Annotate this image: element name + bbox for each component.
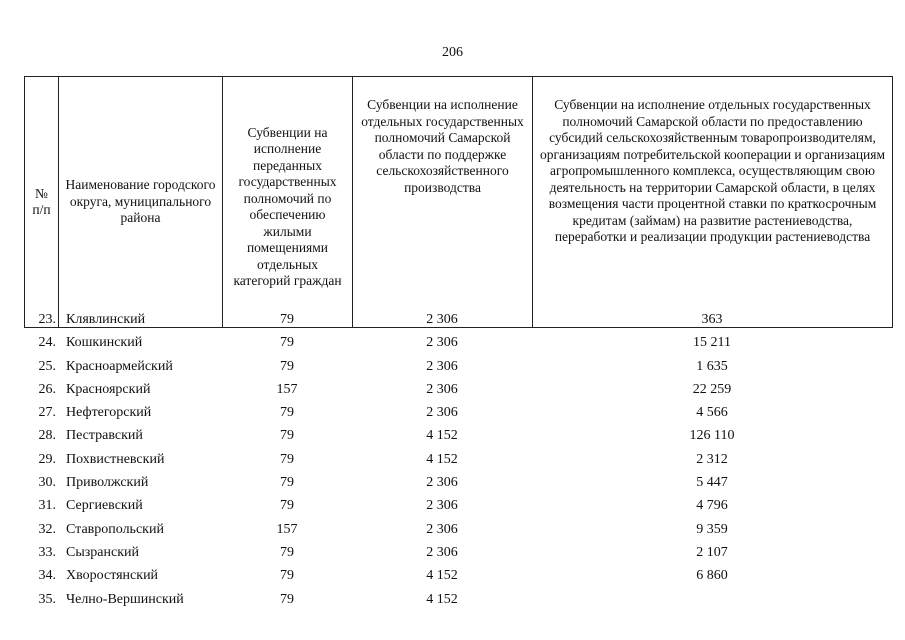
table-row — [0, 308, 905, 331]
table-row — [0, 424, 905, 447]
table-row — [0, 541, 905, 564]
row-number: 29. — [38, 451, 56, 467]
row-district: Нефтегорский — [66, 405, 152, 421]
header-agriculture-subvention: Субвенции на исполнение отдельных государственных полномочий Самарской области по поддержке сельскохозяйственного производства — [353, 77, 533, 328]
row-housing-value: 79 — [280, 405, 294, 421]
row-agriculture-value: 2 306 — [426, 381, 458, 397]
row-district: Красноярский — [66, 381, 151, 397]
header-row — [25, 77, 893, 328]
row-number: 25. — [38, 358, 56, 374]
row-agriculture-value: 2 306 — [426, 312, 458, 327]
row-district: Приволжский — [66, 475, 149, 491]
row-housing-value: 79 — [280, 335, 294, 351]
page-number: 206 — [442, 45, 463, 60]
row-interest-value: 363 — [701, 312, 723, 327]
row-number: 26. — [38, 381, 56, 397]
row-agriculture-value: 4 152 — [426, 591, 458, 607]
row-housing-value: 79 — [280, 312, 294, 327]
row-district: Кошкинский — [66, 335, 143, 351]
header-housing-subvention: Субвенции на исполнение переданных государственных полномочий по обеспечению жилыми помещениями отдельных категорий граждан — [223, 77, 353, 328]
row-agriculture-value: 2 306 — [426, 521, 458, 537]
row-number: 27. — [38, 405, 56, 421]
table-body — [0, 308, 905, 611]
row-number: 28. — [38, 428, 56, 444]
row-housing-value: 157 — [276, 521, 298, 537]
row-housing-value: 79 — [280, 591, 294, 607]
row-district: Сергиевский — [66, 498, 143, 514]
table-row — [0, 471, 905, 494]
row-district: Ставропольский — [66, 521, 164, 537]
row-agriculture-value: 2 306 — [426, 335, 458, 351]
row-number: 30. — [38, 475, 56, 491]
row-district: Челно-Вершинский — [66, 591, 184, 607]
table-row — [0, 378, 905, 401]
row-housing-value: 79 — [280, 451, 294, 467]
row-housing-value: 157 — [276, 381, 298, 397]
row-interest-value: 22 259 — [692, 381, 732, 397]
table-row — [0, 564, 905, 587]
row-agriculture-value: 4 152 — [426, 451, 458, 467]
row-interest-value: 9 359 — [696, 521, 728, 537]
row-number: 33. — [38, 544, 56, 560]
row-number: 34. — [38, 568, 56, 584]
row-district: Красноармейский — [66, 358, 173, 374]
row-housing-value: 79 — [280, 498, 294, 514]
row-number: 31. — [38, 498, 56, 514]
row-interest-value: 2 107 — [696, 544, 728, 560]
row-district: Клявлинский — [66, 312, 146, 327]
row-interest-value: 126 110 — [689, 428, 735, 444]
row-interest-value: 4 566 — [696, 405, 728, 421]
row-agriculture-value: 2 306 — [426, 544, 458, 560]
row-number: 24. — [38, 335, 56, 351]
table-row — [0, 331, 905, 354]
row-agriculture-value: 2 306 — [426, 405, 458, 421]
table-row — [0, 494, 905, 517]
table-row — [0, 401, 905, 424]
row-housing-value: 79 — [280, 358, 294, 374]
row-district: Пестравский — [66, 428, 143, 444]
row-interest-value: 1 635 — [696, 358, 728, 374]
table-row — [0, 588, 905, 611]
row-agriculture-value: 2 306 — [426, 358, 458, 374]
row-housing-value: 79 — [280, 568, 294, 584]
row-number: 23. — [38, 312, 56, 327]
row-interest-value: 4 796 — [696, 498, 728, 514]
row-district: Хворостянский — [66, 568, 159, 584]
table-header — [24, 76, 893, 328]
row-interest-value: 15 211 — [693, 335, 731, 351]
row-housing-value: 79 — [280, 428, 294, 444]
header-name: Наименование городского округа, муниципального района — [59, 77, 223, 328]
row-agriculture-value: 2 306 — [426, 498, 458, 514]
row-district: Сызранский — [66, 544, 139, 560]
row-number: 35. — [38, 591, 56, 607]
row-agriculture-value: 4 152 — [426, 428, 458, 444]
row-number: 32. — [38, 521, 56, 537]
row-agriculture-value: 2 306 — [426, 475, 458, 491]
table-row — [0, 355, 905, 378]
row-housing-value: 79 — [280, 475, 294, 491]
row-housing-value: 79 — [280, 544, 294, 560]
table-row — [0, 448, 905, 471]
row-interest-value: 2 312 — [696, 451, 728, 467]
row-district: Похвистневский — [66, 451, 165, 467]
header-interest-subvention: Субвенции на исполнение отдельных государственных полномочий Самарской области по предоставлению субсидий сельскохозяйственным товаропроизводителям, организациям потребительской кооперации и организациям агропромышленного комплекса, осуществляющим свою деятельность на территории Самарской области, в целях возмещения части процентной ставки по краткосрочным кредитам (займам) на развитие растениеводства, переработки и реализации продукции растениеводства — [533, 77, 893, 328]
table-row — [0, 518, 905, 541]
row-interest-value: 6 860 — [696, 568, 728, 584]
row-interest-value: 5 447 — [696, 475, 728, 491]
header-number: № п/п — [25, 77, 59, 328]
row-agriculture-value: 4 152 — [426, 568, 458, 584]
